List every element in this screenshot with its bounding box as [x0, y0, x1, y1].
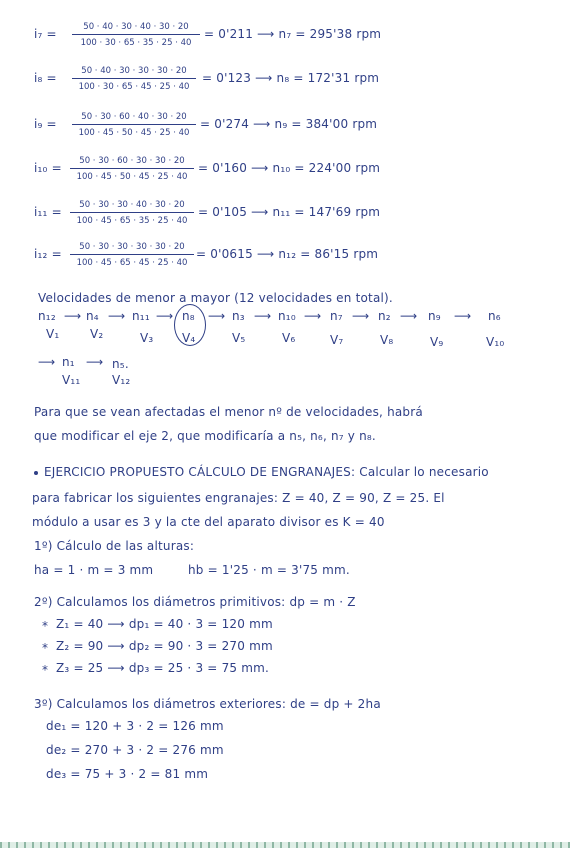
ratio-numerator: 50 · 30 · 60 · 40 · 30 · 20	[72, 112, 196, 125]
speed-label-v3: V₃	[140, 331, 154, 345]
paper-grid-edge	[0, 842, 570, 848]
ratio-denominator: 100 · 30 · 65 · 35 · 25 · 40	[80, 38, 192, 48]
paso1-ha: ha = 1 · m = 3 mm	[34, 563, 154, 577]
ratio-label: i₉ =	[34, 117, 57, 131]
ratio-fraction	[70, 242, 194, 268]
ratio-numerator: 50 · 30 · 30 · 40 · 30 · 20	[70, 200, 194, 213]
arrow: ⟶	[86, 355, 104, 369]
arrow: ⟶	[400, 309, 418, 323]
arrow: ⟶	[156, 309, 174, 323]
paso3-item2: de₂ = 270 + 3 · 2 = 276 mm	[46, 743, 224, 757]
arrow: ⟶	[108, 309, 126, 323]
ratio-fraction	[72, 22, 200, 48]
speed-n8: n₈	[182, 309, 195, 323]
paso1-title: 1º) Cálculo de las alturas:	[34, 539, 195, 553]
speed-n12: n₁₂	[38, 309, 56, 323]
ratio-fraction	[70, 200, 194, 226]
arrow: ⟶	[304, 309, 322, 323]
ratio-denominator: 100 · 45 · 65 · 45 · 25 · 40	[76, 258, 188, 268]
paso3-title: 3º) Calculamos los diámetros exteriores: de = dp + 2ha	[34, 697, 381, 711]
paso2-item1: Z₁ = 40 ⟶ dp₁ = 40 · 3 = 120 mm	[56, 617, 273, 631]
paso2-item3: Z₃ = 25 ⟶ dp₃ = 25 · 3 = 75 mm.	[56, 661, 270, 675]
speed-label-v11: V₁₁	[62, 373, 81, 387]
ratio-label: i₈ =	[34, 71, 57, 85]
speed-label-v12: V₁₂	[112, 373, 131, 387]
paso2-item2: Z₂ = 90 ⟶ dp₂ = 90 · 3 = 270 mm	[56, 639, 273, 653]
ratio-result: = 0'211 ⟶ n₇ = 295'38 rpm	[204, 27, 382, 41]
ratio-numerator: 50 · 30 · 30 · 30 · 30 · 20	[70, 242, 194, 255]
ratio-numerator: 50 · 40 · 30 · 40 · 30 · 20	[72, 22, 200, 35]
arrow: ⟶	[254, 309, 272, 323]
paso3-item3: de₃ = 75 + 3 · 2 = 81 mm	[46, 767, 209, 781]
ratio-denominator: 100 · 45 · 50 · 45 · 25 · 40	[78, 128, 190, 138]
ratio-result: = 0'274 ⟶ n₉ = 384'00 rpm	[200, 117, 378, 131]
bullet-dot	[34, 471, 38, 475]
ratio-numerator: 50 · 30 · 60 · 30 · 30 · 20	[70, 156, 194, 169]
ratio-result: = 0'0615 ⟶ n₁₂ = 86'15 rpm	[196, 247, 379, 261]
arrow: ⟶	[64, 309, 82, 323]
ratio-denominator: 100 · 30 · 65 · 45 · 25 · 40	[78, 82, 190, 92]
arrow: ⟶	[352, 309, 370, 323]
speed-label-v1: V₁	[46, 327, 60, 341]
speed-label-v8: V₈	[380, 333, 394, 347]
arrow: ⟶	[208, 309, 226, 323]
paragraph-line1: Para que se vean afectadas el menor nº de velocidades, habrá	[34, 405, 423, 419]
ratio-label: i₁₂ =	[34, 247, 62, 261]
speed-n7: n₇	[330, 309, 343, 323]
ejercicio-line3: módulo a usar es 3 y la cte del aparato divisor es K = 40	[32, 515, 385, 529]
velocidades-title: Velocidades de menor a mayor (12 velocidades en total).	[38, 291, 393, 305]
paso3-item1: de₁ = 120 + 3 · 2 = 126 mm	[46, 719, 224, 733]
speed-label-v10: V₁₀	[486, 335, 505, 349]
speed-n6: n₆	[488, 309, 501, 323]
ratio-label: i₇ =	[34, 27, 57, 41]
speed-label-v2: V₂	[90, 327, 104, 341]
speed-label-v6: V₆	[282, 331, 296, 345]
bullet-star: *	[42, 619, 49, 633]
paso2-title: 2º) Calculamos los diámetros primitivos: dp = m · Z	[34, 595, 356, 609]
speed-label-v5: V₅	[232, 331, 246, 345]
speed-label-v4: V₄	[182, 331, 196, 345]
speed-n4: n₄	[86, 309, 99, 323]
speed-n3: n₃	[232, 309, 245, 323]
speed-n10: n₁₀	[278, 309, 296, 323]
paragraph-line2: que modificar el eje 2, que modificaría a n₅, n₆, n₇ y n₈.	[34, 429, 376, 443]
ratio-denominator: 100 · 45 · 65 · 35 · 25 · 40	[76, 216, 188, 226]
paso1-hb: hb = 1'25 · m = 3'75 mm.	[188, 563, 350, 577]
ratio-result: = 0'123 ⟶ n₈ = 172'31 rpm	[202, 71, 380, 85]
speed-n1: n₁	[62, 355, 75, 369]
ratio-fraction	[72, 66, 196, 92]
bullet-star: *	[42, 641, 49, 655]
ratio-fraction	[70, 156, 194, 182]
ratio-numerator: 50 · 40 · 30 · 30 · 30 · 20	[72, 66, 196, 79]
ratio-label: i₁₀ =	[34, 161, 62, 175]
arrow: ⟶	[454, 309, 472, 323]
ratio-fraction	[72, 112, 196, 138]
speed-label-v9: V₉	[430, 335, 444, 349]
ratio-result: = 0'160 ⟶ n₁₀ = 224'00 rpm	[198, 161, 381, 175]
bullet-star: *	[42, 663, 49, 677]
speed-label-v7: V₇	[330, 333, 344, 347]
arrow: ⟶	[38, 355, 56, 369]
ratio-denominator: 100 · 45 · 50 · 45 · 25 · 40	[76, 172, 188, 182]
ejercicio-line2: para fabricar los siguientes engranajes: Z = 40, Z = 90, Z = 25. El	[32, 491, 445, 505]
speed-n5: n₅.	[112, 357, 129, 371]
speed-n2: n₂	[378, 309, 391, 323]
speed-n11: n₁₁	[132, 309, 150, 323]
ratio-result: = 0'105 ⟶ n₁₁ = 147'69 rpm	[198, 205, 381, 219]
ratio-label: i₁₁ =	[34, 205, 62, 219]
ejercicio-line1: EJERCICIO PROPUESTO CÁLCULO DE ENGRANAJES: Calcular lo necesario	[44, 465, 489, 479]
speed-n9: n₉	[428, 309, 441, 323]
